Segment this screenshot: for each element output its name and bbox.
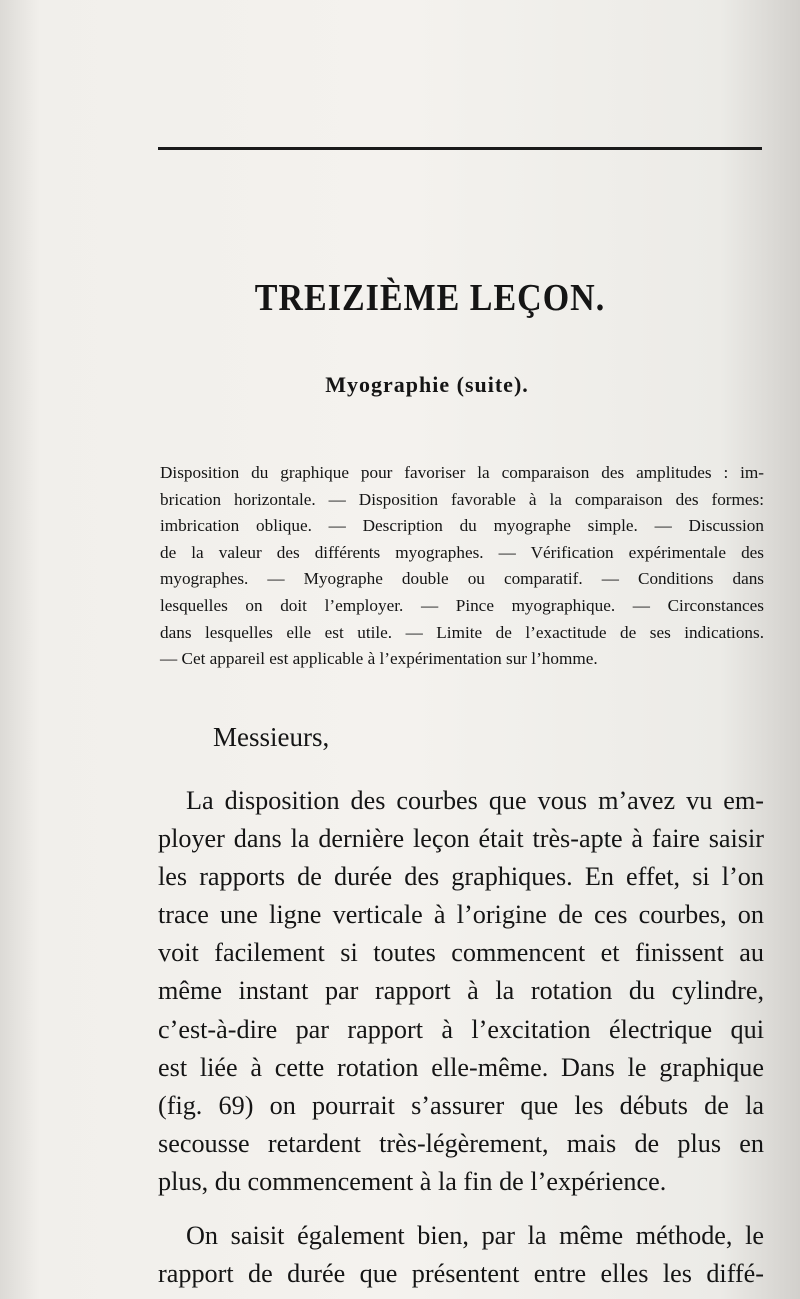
summary-line: — Cet appareil est applicable à l’expérimentation sur l’homme. (160, 649, 598, 669)
summary-line: lesquelles on doit l’employer. — Pince myographique. — Circonstances (160, 595, 764, 615)
paragraph-2 (158, 1217, 764, 1293)
text-line: voit facilement si toutes commencent et finissent au (158, 938, 764, 968)
chapter-summary (160, 460, 764, 673)
text-line: rapport de durée que présentent entre elles les diffé- (158, 1259, 764, 1289)
text-line: les rapports de durée des graphiques. En effet, si l’on (158, 862, 764, 892)
paragraph-gap (158, 1201, 764, 1217)
header-rule (158, 147, 762, 150)
text-line: secousse retardent très-légèrement, mais de plus en (158, 1128, 764, 1158)
summary-line: Disposition du graphique pour favoriser la comparaison des amplitudes : im- (160, 463, 764, 482)
text-line: ployer dans la dernière leçon était très-apte à faire saisir (158, 824, 764, 854)
body-text (158, 782, 764, 1293)
text-line: On saisit également bien, par la même méthode, le (186, 1221, 764, 1251)
summary-line: imbrication oblique. — Description du myographe simple. — Discussion (160, 516, 764, 536)
text-line: est liée à cette rotation elle-même. Dans le graphique (158, 1052, 764, 1082)
paragraph-1 (158, 782, 764, 1201)
text-line: même instant par rapport à la rotation du cylindre, (158, 976, 764, 1006)
summary-line: dans lesquelles elle est utile. — Limite de l’exactitude de ses indications. (160, 622, 764, 642)
summary-line: myographes. — Myographe double ou comparatif. — Conditions dans (160, 569, 764, 589)
text-line: plus, du commencement à la fin de l’expérience. (158, 1166, 667, 1196)
text-line: trace une ligne verticale à l’origine de ces courbes, on (158, 900, 764, 930)
summary-line: de la valeur des différents myographes. — Vérification expérimentale des (160, 542, 764, 562)
chapter-title: TREIZIÈME LEÇON. (254, 277, 606, 320)
salutation: Messieurs, (213, 722, 330, 752)
text-line: (fig. 69) on pourrait s’assurer que les débuts de la (158, 1090, 764, 1120)
summary-line: brication horizontale. — Disposition favorable à la comparaison des formes: (160, 489, 764, 509)
bleed-through-text (150, 70, 770, 270)
text-line: c’est-à-dire par rapport à l’excitation électrique qui (158, 1014, 764, 1044)
chapter-subtitle: Myographie (suite). (325, 372, 529, 397)
text-line: La disposition des courbes que vous m’avez vu em- (186, 786, 764, 815)
